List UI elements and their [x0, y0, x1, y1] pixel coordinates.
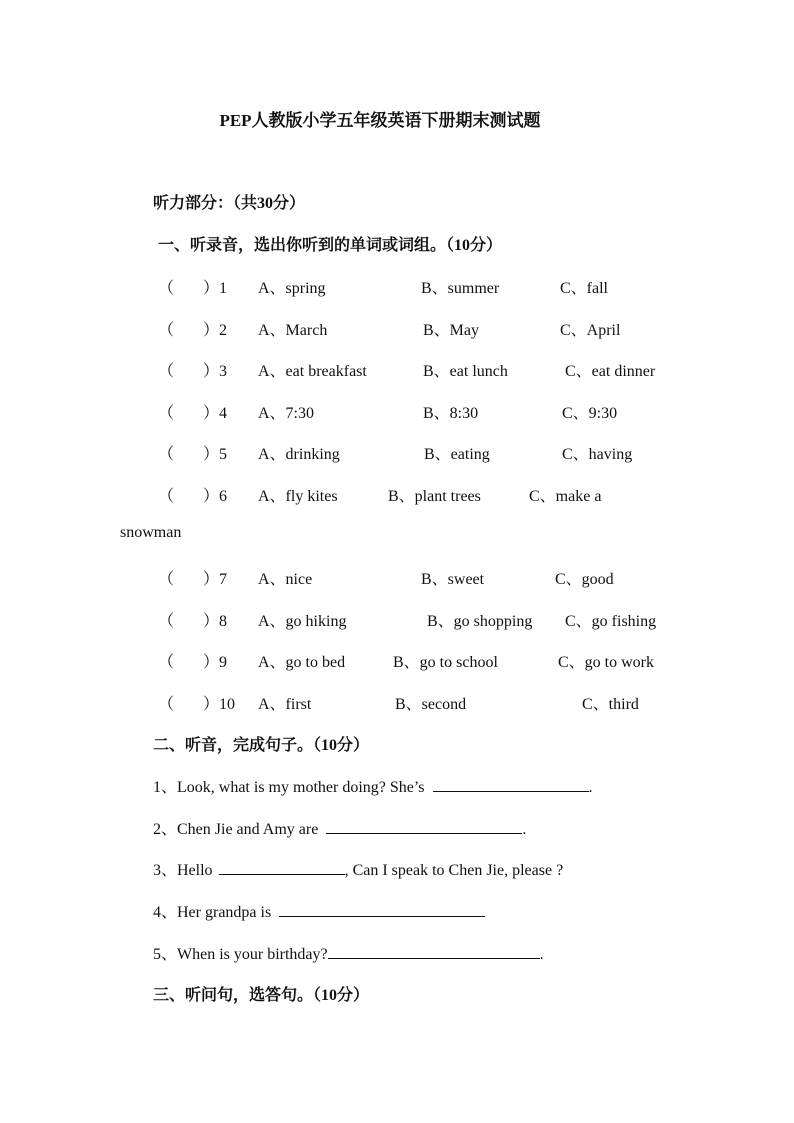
- option-c: C、9:30: [562, 405, 618, 422]
- option-c: C、go fishing: [565, 613, 657, 630]
- section2-heading: 二、听音，完成句子。（10分）: [153, 737, 370, 754]
- listening-header: 听力部分：（共30分）: [153, 195, 306, 212]
- option-c: C、go to work: [558, 654, 655, 671]
- question-row: [0, 649, 794, 673]
- option-b: B、go to school: [393, 654, 498, 671]
- question-row: [0, 317, 794, 341]
- option-c: C、fall: [560, 280, 608, 297]
- answer-blank[interactable]: [433, 775, 589, 792]
- question-number: ）10: [203, 696, 236, 713]
- option-a: A、fly kites: [258, 488, 338, 505]
- question-row: [0, 608, 794, 632]
- sentence-tail: .: [539, 946, 544, 963]
- section1-heading: 一、听录音，选出你听到的单词或词组。（10分）: [158, 237, 503, 254]
- question-number: ）2: [203, 322, 228, 339]
- question-row: [0, 566, 794, 590]
- option-b: B、May: [423, 322, 480, 339]
- question-row: [0, 483, 794, 507]
- option-b: B、go shopping: [427, 613, 533, 630]
- question-number: ）6: [203, 488, 228, 505]
- option-c: C、third: [582, 696, 639, 713]
- question-number: ）7: [203, 571, 228, 588]
- sentence-text: 5、When is your birthday?: [153, 946, 328, 963]
- answer-bracket[interactable]: （: [158, 696, 175, 713]
- option-a: A、nice: [258, 571, 313, 588]
- option-a: A、7:30: [258, 405, 315, 422]
- sentence-tail: .: [588, 779, 593, 796]
- option-a: A、go to bed: [258, 654, 346, 671]
- option-a: A、first: [258, 696, 312, 713]
- question-number: ）9: [203, 654, 228, 671]
- question-number: ）3: [203, 363, 228, 380]
- question-row: [0, 275, 794, 299]
- option-a: A、drinking: [258, 446, 340, 463]
- option-c: C、make a: [529, 488, 602, 505]
- option-b: B、plant trees: [388, 488, 481, 505]
- sentence-text: 2、Chen Jie and Amy are: [153, 821, 319, 838]
- option-c: C、eat dinner: [565, 363, 656, 380]
- sentence-tail: .: [522, 821, 527, 838]
- question-row: [0, 358, 794, 382]
- answer-blank[interactable]: [219, 858, 345, 875]
- option-b: B、second: [395, 696, 467, 713]
- question-row: [0, 400, 794, 424]
- sentence-5: [153, 941, 544, 964]
- option-b: B、eat lunch: [423, 363, 508, 380]
- sentence-text: 1、Look, what is my mother doing? She’s: [153, 779, 425, 796]
- sentence-1: [153, 774, 593, 797]
- option-b: B、eating: [424, 446, 490, 463]
- sentence-text: 3、Hello: [153, 862, 213, 879]
- sentence-2: [153, 816, 526, 839]
- answer-bracket[interactable]: （: [158, 405, 175, 422]
- option-c-continuation: snowman: [120, 524, 182, 541]
- option-b: B、sweet: [421, 571, 485, 588]
- option-a: A、eat breakfast: [258, 363, 367, 380]
- section3-heading: 三、听问句，选答句。（10分）: [153, 987, 370, 1004]
- answer-bracket[interactable]: （: [158, 280, 175, 297]
- option-a: A、March: [258, 322, 328, 339]
- answer-bracket[interactable]: （: [158, 363, 175, 380]
- option-a: A、spring: [258, 280, 326, 297]
- question-row: [0, 441, 794, 465]
- question-number: ）5: [203, 446, 228, 463]
- question-number: ）8: [203, 613, 228, 630]
- answer-bracket[interactable]: （: [158, 613, 175, 630]
- answer-blank[interactable]: [326, 817, 522, 834]
- answer-bracket[interactable]: （: [158, 488, 175, 505]
- option-b: B、8:30: [423, 405, 479, 422]
- answer-blank[interactable]: [328, 942, 540, 959]
- answer-bracket[interactable]: （: [158, 446, 175, 463]
- option-b: B、summer: [421, 280, 500, 297]
- option-c: C、good: [555, 571, 614, 588]
- page-title: PEP人教版小学五年级英语下册期末测试题: [219, 111, 541, 130]
- option-c: C、having: [562, 446, 633, 463]
- answer-bracket[interactable]: （: [158, 571, 175, 588]
- sentence-tail: , Can I speak to Chen Jie, please ?: [344, 862, 564, 879]
- answer-bracket[interactable]: （: [158, 654, 175, 671]
- answer-bracket[interactable]: （: [158, 322, 175, 339]
- sentence-3: [153, 857, 563, 880]
- question-number: ）1: [203, 280, 228, 297]
- question-row: [0, 691, 794, 715]
- option-a: A、go hiking: [258, 613, 347, 630]
- question-number: ）4: [203, 405, 228, 422]
- option-c: C、April: [560, 322, 621, 339]
- answer-blank[interactable]: [279, 900, 485, 917]
- sentence-4: [153, 899, 485, 922]
- sentence-text: 4、Her grandpa is: [153, 904, 272, 921]
